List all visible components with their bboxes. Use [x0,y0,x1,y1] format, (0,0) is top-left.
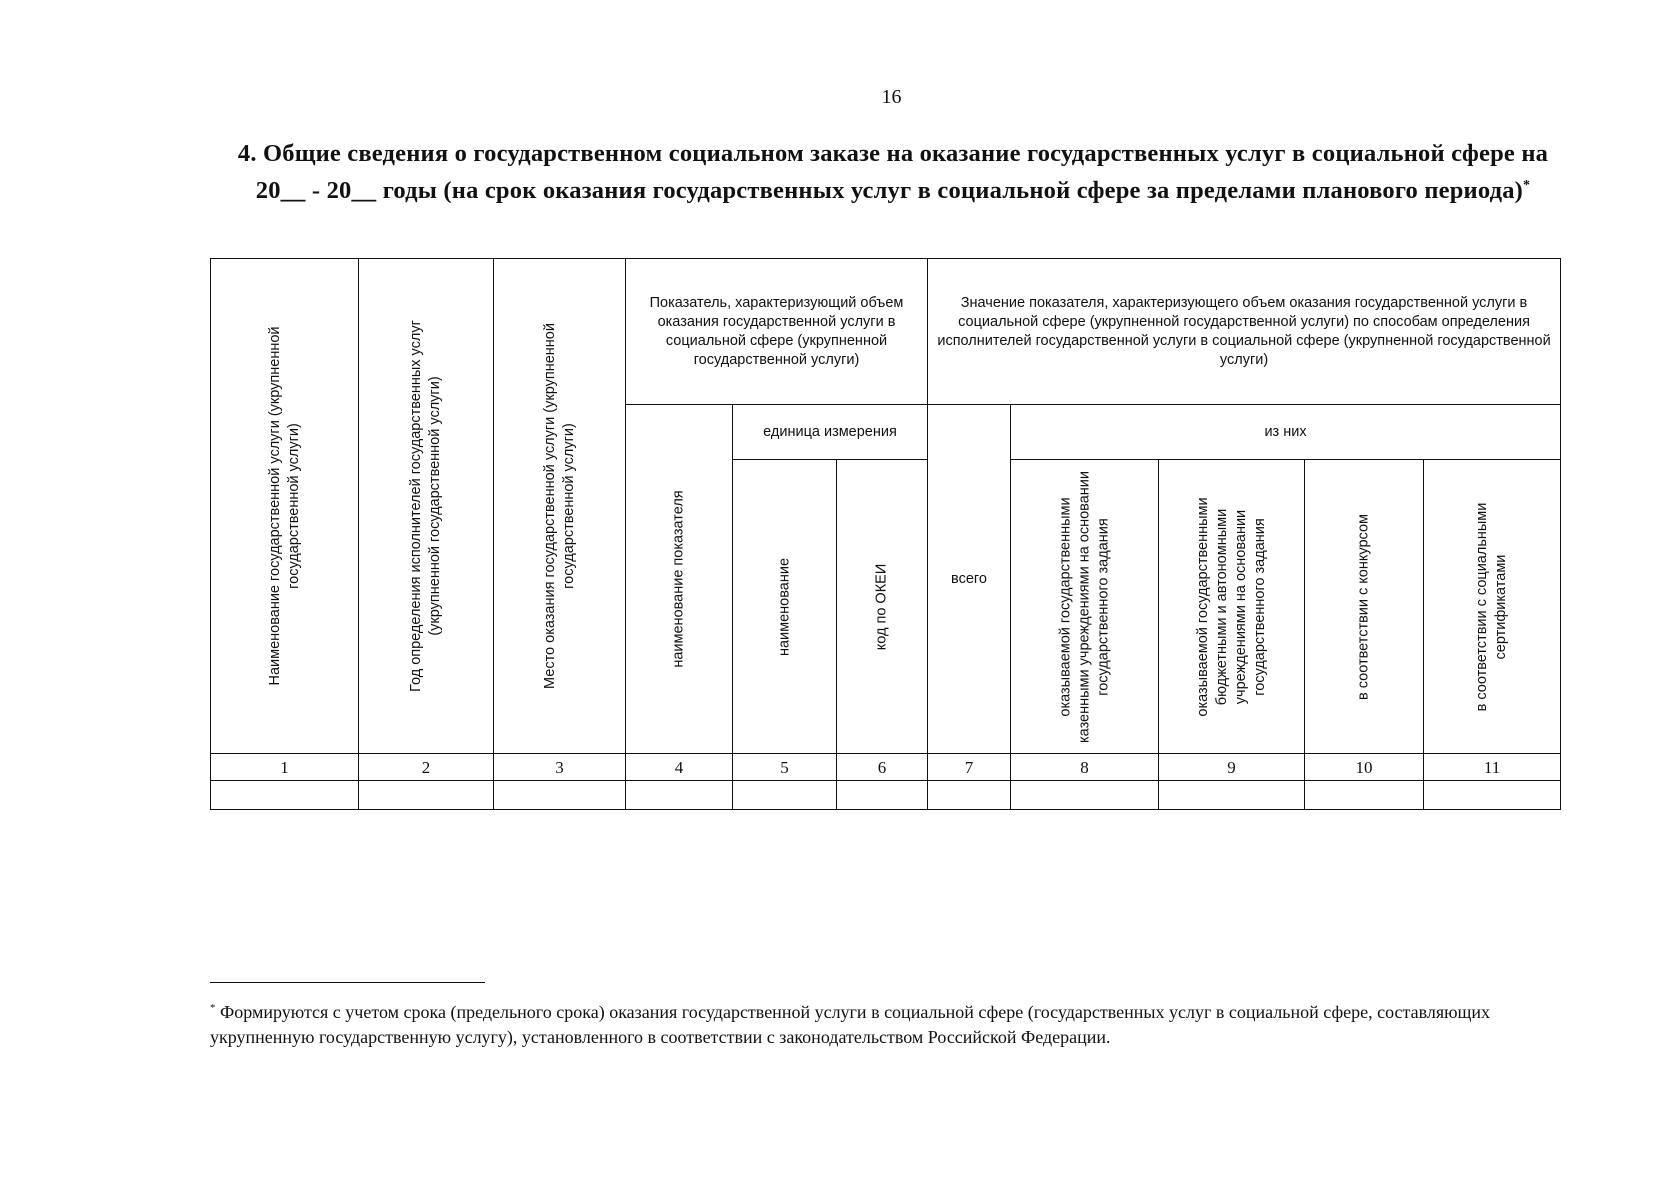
footnote [210,996,1570,1050]
table-cell [733,781,837,810]
column-number: 3 [494,754,626,781]
header-place: Место оказания государственной услуги (укрупненной государственной услуги) [494,259,626,754]
header-kazennye: оказываемой государственными казенными учреждениями на основании государственного задания [1011,460,1159,754]
header-unit-name: наименование [733,460,837,754]
header-unit-group: единица измерения [733,405,928,460]
footnote-marker: * [210,1002,216,1014]
column-number: 11 [1424,754,1561,781]
column-number: 9 [1159,754,1305,781]
table-cell [928,781,1011,810]
footnote-divider [210,982,485,983]
column-number: 10 [1305,754,1424,781]
header-value-group: Значение показателя, характеризующего объем оказания государственной услуги в социальной сфере (укрупненной государственной услуги) по способам определения исполнителей государственной услуги в социальной сфере (укрупненной государственной услуги) [928,259,1561,405]
table-cell [211,781,359,810]
section-heading [230,138,1556,207]
header-service-name: Наименование государственной услуги (укрупненной государственной услуги) [211,259,359,754]
header-konkurs: в соответствии с конкурсом [1305,460,1424,754]
table-cell [1159,781,1305,810]
header-byudzhetnye: оказываемой государственными бюджетными и автономными учреждениями на основании государственного задания [1159,460,1305,754]
column-number: 5 [733,754,837,781]
header-indicator-group: Показатель, характеризующий объем оказания государственной услуги в социальной сфере (укрупненной государственной услуги) [626,259,928,405]
table-cell [1424,781,1561,810]
table-cell [494,781,626,810]
table-cell [1305,781,1424,810]
column-number: 8 [1011,754,1159,781]
table-cell [1011,781,1159,810]
column-number-row [211,754,1561,781]
footnote-text: Формируются с учетом срока (предельного срока) оказания государственной услуги в социальной сфере (государственных услуг в социальной сфере, составляющих укрупненную государственную услугу), установленного в соответствии с законодательством Российской Федерации. [210,1002,1491,1047]
header-of-them: из них [1011,405,1561,460]
column-number: 4 [626,754,733,781]
column-number: 1 [211,754,359,781]
column-number: 2 [359,754,494,781]
header-okei-code: код по ОКЕИ [837,460,928,754]
social-order-table [210,258,1561,810]
table-row [211,781,1561,810]
header-year: Год определения исполнителей государственных услуг (укрупненной государственной услуги) [359,259,494,754]
header-indicator-name: наименование показателя [626,405,733,754]
table-cell [626,781,733,810]
heading-footnote-marker: * [1523,178,1531,193]
header-certificates: в соответствии с социальными сертификатами [1424,460,1561,754]
section-heading-text: 4. Общие сведения о государственном социальном заказе на оказание государственных услуг в социальной сфере на 20__ - 20__ годы (на срок оказания государственных услуг в социальной сфере за пределами планового периода) [237,140,1549,205]
page-number: 16 [881,86,902,108]
table-cell [359,781,494,810]
header-total: всего [928,405,1011,754]
table-cell [837,781,928,810]
column-number: 7 [928,754,1011,781]
column-number: 6 [837,754,928,781]
